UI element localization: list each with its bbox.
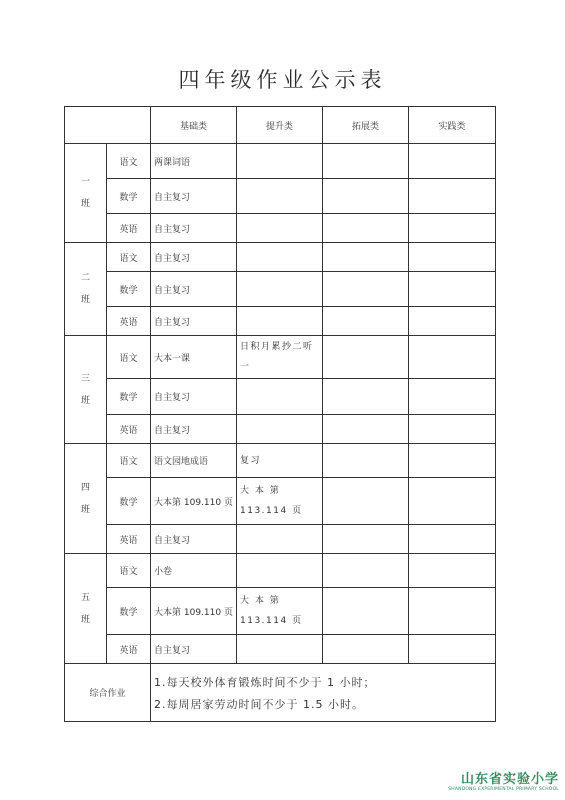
advanced-cell xyxy=(237,144,323,179)
extended-cell xyxy=(323,525,409,554)
table-row xyxy=(65,478,496,525)
practice-cell xyxy=(409,144,496,179)
extended-cell xyxy=(323,179,409,214)
basic-cell: 自主复习 xyxy=(151,525,237,554)
extended-cell xyxy=(323,243,409,272)
extended-cell xyxy=(323,144,409,179)
practice-cell xyxy=(409,525,496,554)
class-name-char: 班 xyxy=(80,614,90,625)
practice-cell xyxy=(409,179,496,214)
summary-label: 综合作业 xyxy=(65,664,151,722)
advanced-cell xyxy=(237,272,323,307)
class-name-char: 五 xyxy=(80,592,90,603)
header-cell: 拓展类 xyxy=(323,107,409,144)
subject-cell: 英语 xyxy=(107,635,151,664)
subject-cell: 语文 xyxy=(107,144,151,179)
table-row xyxy=(65,179,496,214)
advanced-cell: 大 本 第 113.114 页 xyxy=(237,588,323,635)
class-name-cell xyxy=(65,336,107,444)
extended-cell xyxy=(323,444,409,478)
table-row xyxy=(65,336,496,379)
subject-cell: 语文 xyxy=(107,336,151,379)
basic-cell: 自主复习 xyxy=(151,179,237,214)
basic-cell: 自主复习 xyxy=(151,243,237,272)
class-name-char: 三 xyxy=(80,373,90,384)
table-row xyxy=(65,588,496,635)
subject-cell: 英语 xyxy=(107,525,151,554)
header-cell: 提升类 xyxy=(237,107,323,144)
extended-cell xyxy=(323,214,409,243)
subject-cell: 英语 xyxy=(107,214,151,243)
class-name-cell xyxy=(65,444,107,554)
class-name-char: 班 xyxy=(80,504,90,515)
basic-cell: 大本一课 xyxy=(151,336,237,379)
class-name-cell xyxy=(65,144,107,243)
advanced-cell xyxy=(237,307,323,336)
basic-cell: 语文园地成语 xyxy=(151,444,237,478)
advanced-cell xyxy=(237,525,323,554)
basic-cell: 大本第 109.110 页 xyxy=(151,588,237,635)
table-row xyxy=(65,144,496,179)
page-title: 四年级作业公示表 xyxy=(178,68,387,92)
subject-cell: 英语 xyxy=(107,307,151,336)
logo-subtitle: SHANDONG EXPERIMENTAL PRIMARY SCHOOL xyxy=(448,787,559,792)
subject-cell: 语文 xyxy=(107,554,151,588)
basic-cell: 自主复习 xyxy=(151,307,237,336)
practice-cell xyxy=(409,444,496,478)
summary-line: 1.每天校外体育锻炼时间不少于 1 小时； xyxy=(154,675,376,689)
class-name-char: 班 xyxy=(80,199,90,209)
table-row xyxy=(65,415,496,444)
table-row xyxy=(65,243,496,272)
header-cell: 实践类 xyxy=(409,107,496,144)
practice-cell xyxy=(409,635,496,664)
extended-cell xyxy=(323,588,409,635)
practice-cell xyxy=(409,336,496,379)
table-row xyxy=(65,635,496,664)
extended-cell xyxy=(323,554,409,588)
class-name-char: 班 xyxy=(80,395,90,406)
table-row xyxy=(65,554,496,588)
class-name-char: 班 xyxy=(80,295,90,305)
practice-cell xyxy=(409,243,496,272)
advanced-cell xyxy=(237,379,323,415)
logo-wordmark: 山东省实验小学 xyxy=(460,772,559,787)
summary-line: 2.每周居家劳动时间不少于 1.5 小时。 xyxy=(154,697,364,711)
basic-cell: 小卷 xyxy=(151,554,237,588)
homework-table xyxy=(64,106,496,722)
basic-cell: 两课词语 xyxy=(151,144,237,179)
basic-cell: 自主复习 xyxy=(151,379,237,415)
extended-cell xyxy=(323,635,409,664)
subject-cell: 语文 xyxy=(107,243,151,272)
subject-cell: 数学 xyxy=(107,379,151,415)
extended-cell xyxy=(323,307,409,336)
extended-cell xyxy=(323,336,409,379)
summary-row xyxy=(65,664,496,722)
extended-cell xyxy=(323,379,409,415)
practice-cell xyxy=(409,272,496,307)
advanced-cell xyxy=(237,243,323,272)
header-blank xyxy=(65,107,151,144)
extended-cell xyxy=(323,478,409,525)
advanced-cell xyxy=(237,554,323,588)
practice-cell xyxy=(409,214,496,243)
basic-cell: 自主复习 xyxy=(151,415,237,444)
extended-cell xyxy=(323,415,409,444)
basic-cell: 大本第 109.110 页 xyxy=(151,478,237,525)
class-name-char: 一 xyxy=(80,177,90,187)
subject-cell: 英语 xyxy=(107,415,151,444)
class-name-cell xyxy=(65,243,107,336)
school-logo xyxy=(448,768,559,792)
summary-content xyxy=(151,664,496,722)
subject-cell: 数学 xyxy=(107,588,151,635)
advanced-cell: 复习 xyxy=(237,444,323,478)
practice-cell xyxy=(409,554,496,588)
practice-cell xyxy=(409,588,496,635)
subject-cell: 数学 xyxy=(107,179,151,214)
table-row xyxy=(65,272,496,307)
header-row xyxy=(65,107,496,144)
extended-cell xyxy=(323,272,409,307)
subject-cell: 数学 xyxy=(107,272,151,307)
advanced-cell xyxy=(237,179,323,214)
advanced-cell xyxy=(237,214,323,243)
subject-cell: 语文 xyxy=(107,444,151,478)
header-cell: 基础类 xyxy=(151,107,237,144)
advanced-cell xyxy=(237,635,323,664)
table-row xyxy=(65,525,496,554)
class-name-cell xyxy=(65,554,107,664)
subject-cell: 数学 xyxy=(107,478,151,525)
practice-cell xyxy=(409,307,496,336)
table-row xyxy=(65,379,496,415)
practice-cell xyxy=(409,478,496,525)
advanced-cell xyxy=(237,415,323,444)
table-row xyxy=(65,444,496,478)
advanced-cell: 日积月累抄二听一 xyxy=(237,336,323,379)
practice-cell xyxy=(409,415,496,444)
class-name-char: 四 xyxy=(80,482,90,493)
table-row xyxy=(65,307,496,336)
practice-cell xyxy=(409,379,496,415)
basic-cell: 自主复习 xyxy=(151,635,237,664)
basic-cell: 自主复习 xyxy=(151,214,237,243)
table-row xyxy=(65,214,496,243)
advanced-cell: 大 本 第 113.114 页 xyxy=(237,478,323,525)
basic-cell: 自主复习 xyxy=(151,272,237,307)
class-name-char: 二 xyxy=(80,273,90,283)
